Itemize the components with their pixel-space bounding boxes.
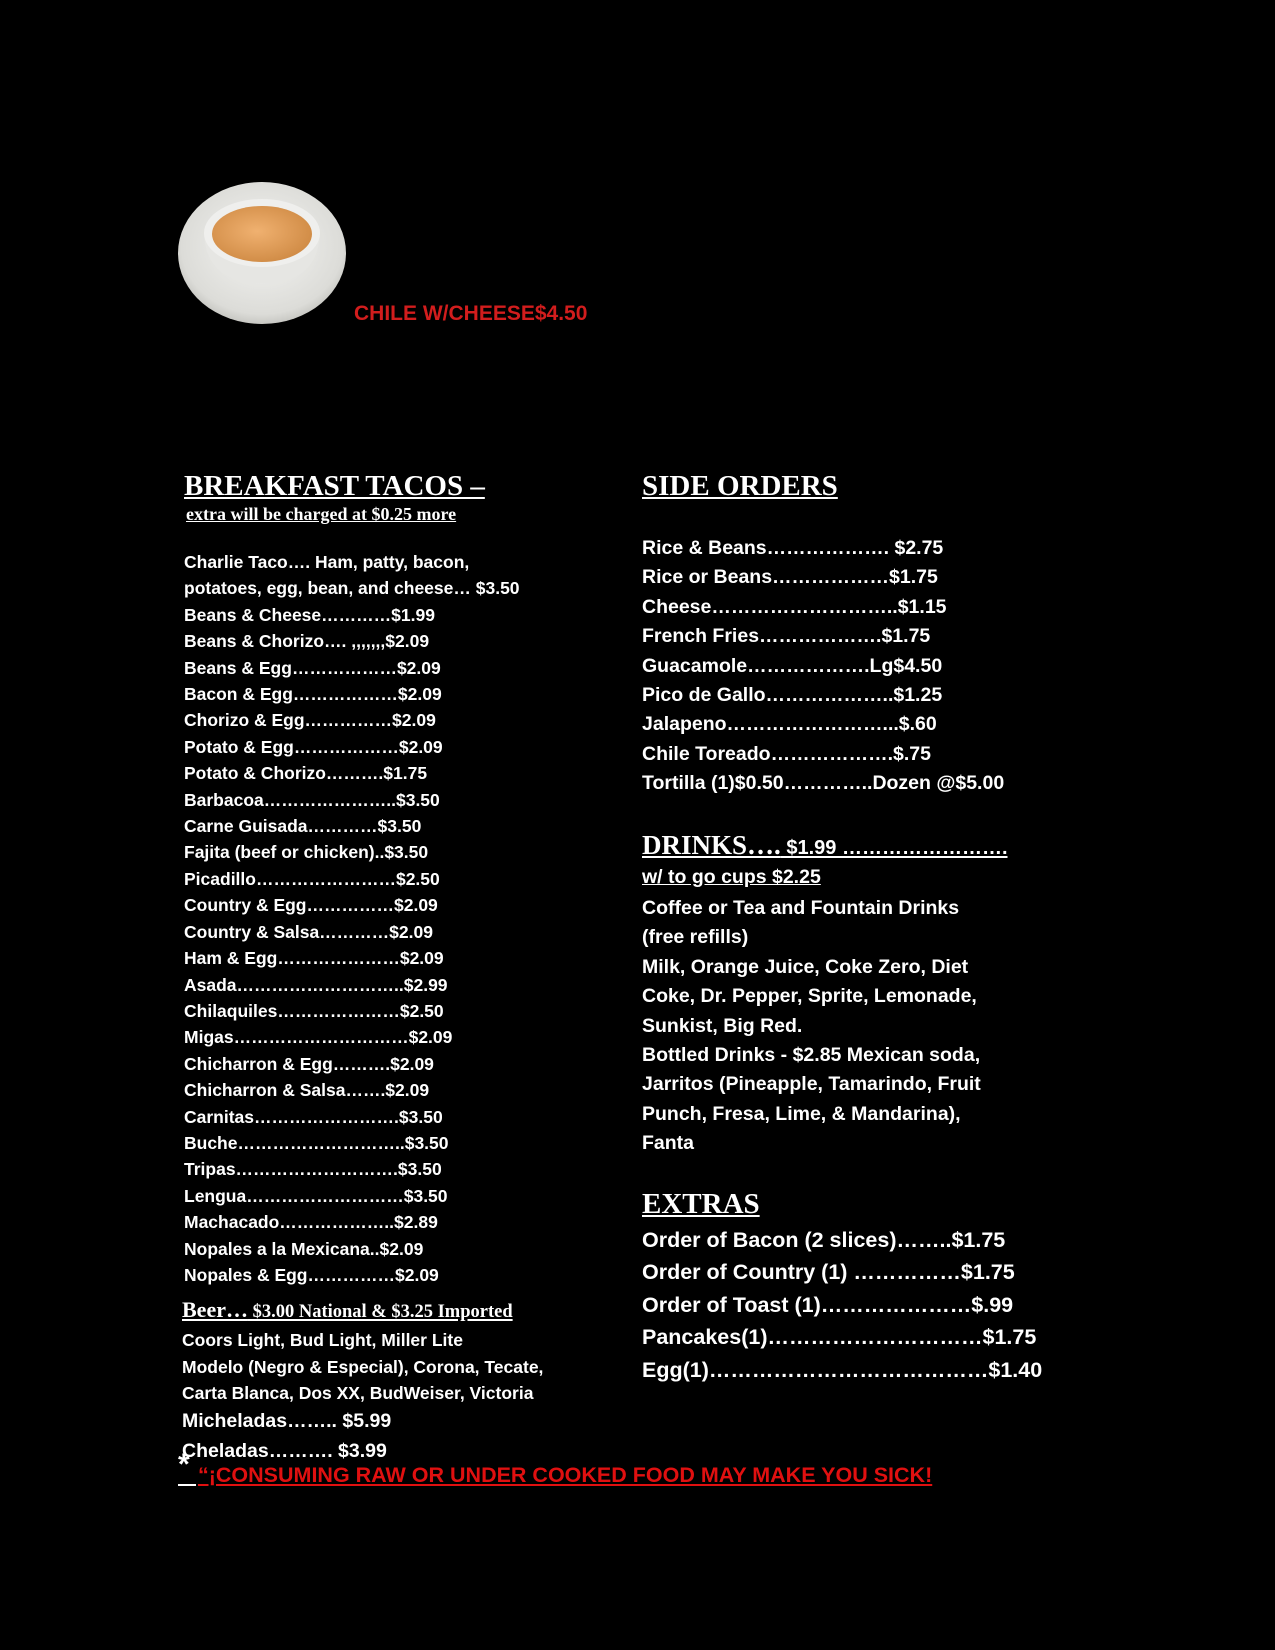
menu-item: Carnitas…………………….$3.50 bbox=[184, 1106, 443, 1127]
menu-item: Cheese………………………..$1.15 bbox=[642, 595, 947, 618]
drinks-title-label: DRINKS…. bbox=[642, 830, 781, 860]
menu-item: Pico de Gallo………………..$1.25 bbox=[642, 684, 943, 707]
breakfast-tacos-subtitle: extra will be charged at $0.25 more bbox=[186, 504, 457, 524]
drinks-line: Fanta bbox=[642, 1132, 695, 1155]
menu-item: Chicharron & Salsa…….$2.09 bbox=[184, 1080, 430, 1101]
drinks-line: Bottled Drinks - $2.85 Mexican soda, bbox=[642, 1044, 981, 1067]
drinks-list bbox=[642, 894, 981, 1159]
breakfast-tacos-title: BREAKFAST TACOS – bbox=[184, 470, 485, 502]
warning-underline bbox=[178, 1484, 196, 1486]
menu-item: Tripas……………………….$3.50 bbox=[184, 1159, 442, 1180]
drinks-line: Coke, Dr. Pepper, Sprite, Lemonade, bbox=[642, 985, 977, 1008]
beer-line: Modelo (Negro & Especial), Corona, Tecate, bbox=[182, 1356, 544, 1377]
drinks-line: Milk, Orange Juice, Coke Zero, Diet bbox=[642, 955, 969, 978]
beer-special-item: Cheladas………. $3.99 bbox=[182, 1440, 387, 1462]
menu-item: Asada………………………..$2.99 bbox=[184, 974, 448, 995]
beer-list bbox=[182, 1327, 543, 1407]
side-orders-list bbox=[642, 534, 1004, 799]
beer-line: Coors Light, Bud Light, Miller Lite bbox=[182, 1330, 463, 1350]
beer-specials bbox=[182, 1406, 391, 1466]
beer-title-label: Beer… bbox=[182, 1297, 248, 1322]
beer-title bbox=[182, 1297, 513, 1323]
drinks-line: Coffee or Tea and Fountain Drinks bbox=[642, 897, 960, 919]
menu-item: Ham & Egg…………………$2.09 bbox=[184, 948, 444, 969]
menu-item: Order of Toast (1)…………………$.99 bbox=[642, 1292, 1014, 1317]
extras-title: EXTRAS bbox=[642, 1188, 760, 1220]
beer-line: Carta Blanca, Dos XX, BudWeiser, Victoria bbox=[182, 1383, 534, 1403]
menu-item: Beans & Egg………………$2.09 bbox=[184, 657, 441, 678]
menu-item: Buche………………………..$3.50 bbox=[184, 1132, 449, 1153]
menu-item: Barbacoa…………………..$3.50 bbox=[184, 789, 440, 810]
menu-item: Nopales & Egg……………$2.09 bbox=[184, 1264, 439, 1285]
featured-item-label: CHILE W/CHEESE$4.50 bbox=[354, 302, 588, 325]
menu-item: Lengua………………………$3.50 bbox=[184, 1185, 448, 1206]
menu-item: Potato & Egg………………$2.09 bbox=[184, 736, 443, 757]
beer-special-item: Micheladas…….. $5.99 bbox=[182, 1410, 392, 1432]
drinks-line: (free refills) bbox=[642, 926, 749, 949]
menu-item: Order of Bacon (2 slices)……..$1.75 bbox=[642, 1228, 1006, 1252]
menu-item: Chicharron & Egg……….$2.09 bbox=[184, 1053, 434, 1074]
menu-item: Rice or Beans………………$1.75 bbox=[642, 566, 938, 589]
breakfast-tacos-list bbox=[184, 549, 624, 1288]
menu-item: Chile Toreado……………….$.75 bbox=[642, 742, 931, 765]
menu-item: potatoes, egg, bean, and cheese… $3.50 bbox=[184, 578, 520, 599]
menu-item: Rice & Beans………………. $2.75 bbox=[642, 537, 944, 559]
drinks-line: Jarritos (Pineapple, Tamarindo, Fruit bbox=[642, 1073, 981, 1096]
menu-item: Order of Country (1) ……………$1.75 bbox=[642, 1260, 1015, 1285]
drinks-line: Sunkist, Big Red. bbox=[642, 1014, 803, 1037]
menu-item: French Fries……………….$1.75 bbox=[642, 625, 931, 648]
menu-item: Chorizo & Egg……………$2.09 bbox=[184, 710, 436, 731]
drinks-line: Punch, Fresa, Lime, & Mandarina), bbox=[642, 1102, 961, 1125]
menu-item: Guacamole……………….Lg$4.50 bbox=[642, 654, 943, 677]
beer-price: $3.00 National & $3.25 Imported bbox=[247, 1302, 513, 1322]
menu-item: Nopales a la Mexicana..$2.09 bbox=[184, 1238, 424, 1259]
chile-bowl-image bbox=[176, 178, 348, 326]
menu-item: Beans & Chorizo…. ,,,,,,,$2.09 bbox=[184, 631, 430, 652]
extras-list bbox=[642, 1224, 1042, 1386]
menu-item: Beans & Cheese…………$1.99 bbox=[184, 604, 435, 625]
menu-item: Pancakes(1)…………………………$1.75 bbox=[642, 1325, 1037, 1350]
menu-item: Country & Salsa…………$2.09 bbox=[184, 921, 433, 942]
food-safety-warning: “¡CONSUMING RAW OR UNDER COOKED FOOD MAY MAKE YOU SICK! bbox=[198, 1463, 933, 1487]
menu-item: Jalapeno……………………...$.60 bbox=[642, 713, 937, 736]
menu-item: Charlie Taco…. Ham, patty, bacon, bbox=[184, 552, 470, 572]
side-orders-title: SIDE ORDERS bbox=[642, 470, 838, 502]
menu-item: Country & Egg……………$2.09 bbox=[184, 895, 438, 916]
warning-asterisk: * bbox=[178, 1448, 190, 1481]
menu-item: Machacado………………..$2.89 bbox=[184, 1212, 438, 1233]
menu-item: Migas…………………………$2.09 bbox=[184, 1027, 453, 1048]
menu-item: Potato & Chorizo……….$1.75 bbox=[184, 763, 428, 784]
menu-item: Chilaquiles…………………$2.50 bbox=[184, 1000, 444, 1021]
drinks-to-go-price: w/ to go cups $2.25 bbox=[642, 866, 821, 888]
menu-item: Fajita (beef or chicken)..$3.50 bbox=[184, 842, 429, 863]
drinks-title bbox=[642, 830, 1008, 861]
menu-item: Tortilla (1)$0.50…………..Dozen @$5.00 bbox=[642, 772, 1005, 795]
menu-item: Picadillo……………………$2.50 bbox=[184, 868, 440, 889]
menu-item: Bacon & Egg………………$2.09 bbox=[184, 684, 442, 705]
drinks-price: $1.99 ……………………. bbox=[780, 837, 1008, 859]
menu-item: Carne Guisada…………$3.50 bbox=[184, 816, 422, 837]
menu-item: Egg(1)…………………………………$1.40 bbox=[642, 1357, 1043, 1382]
